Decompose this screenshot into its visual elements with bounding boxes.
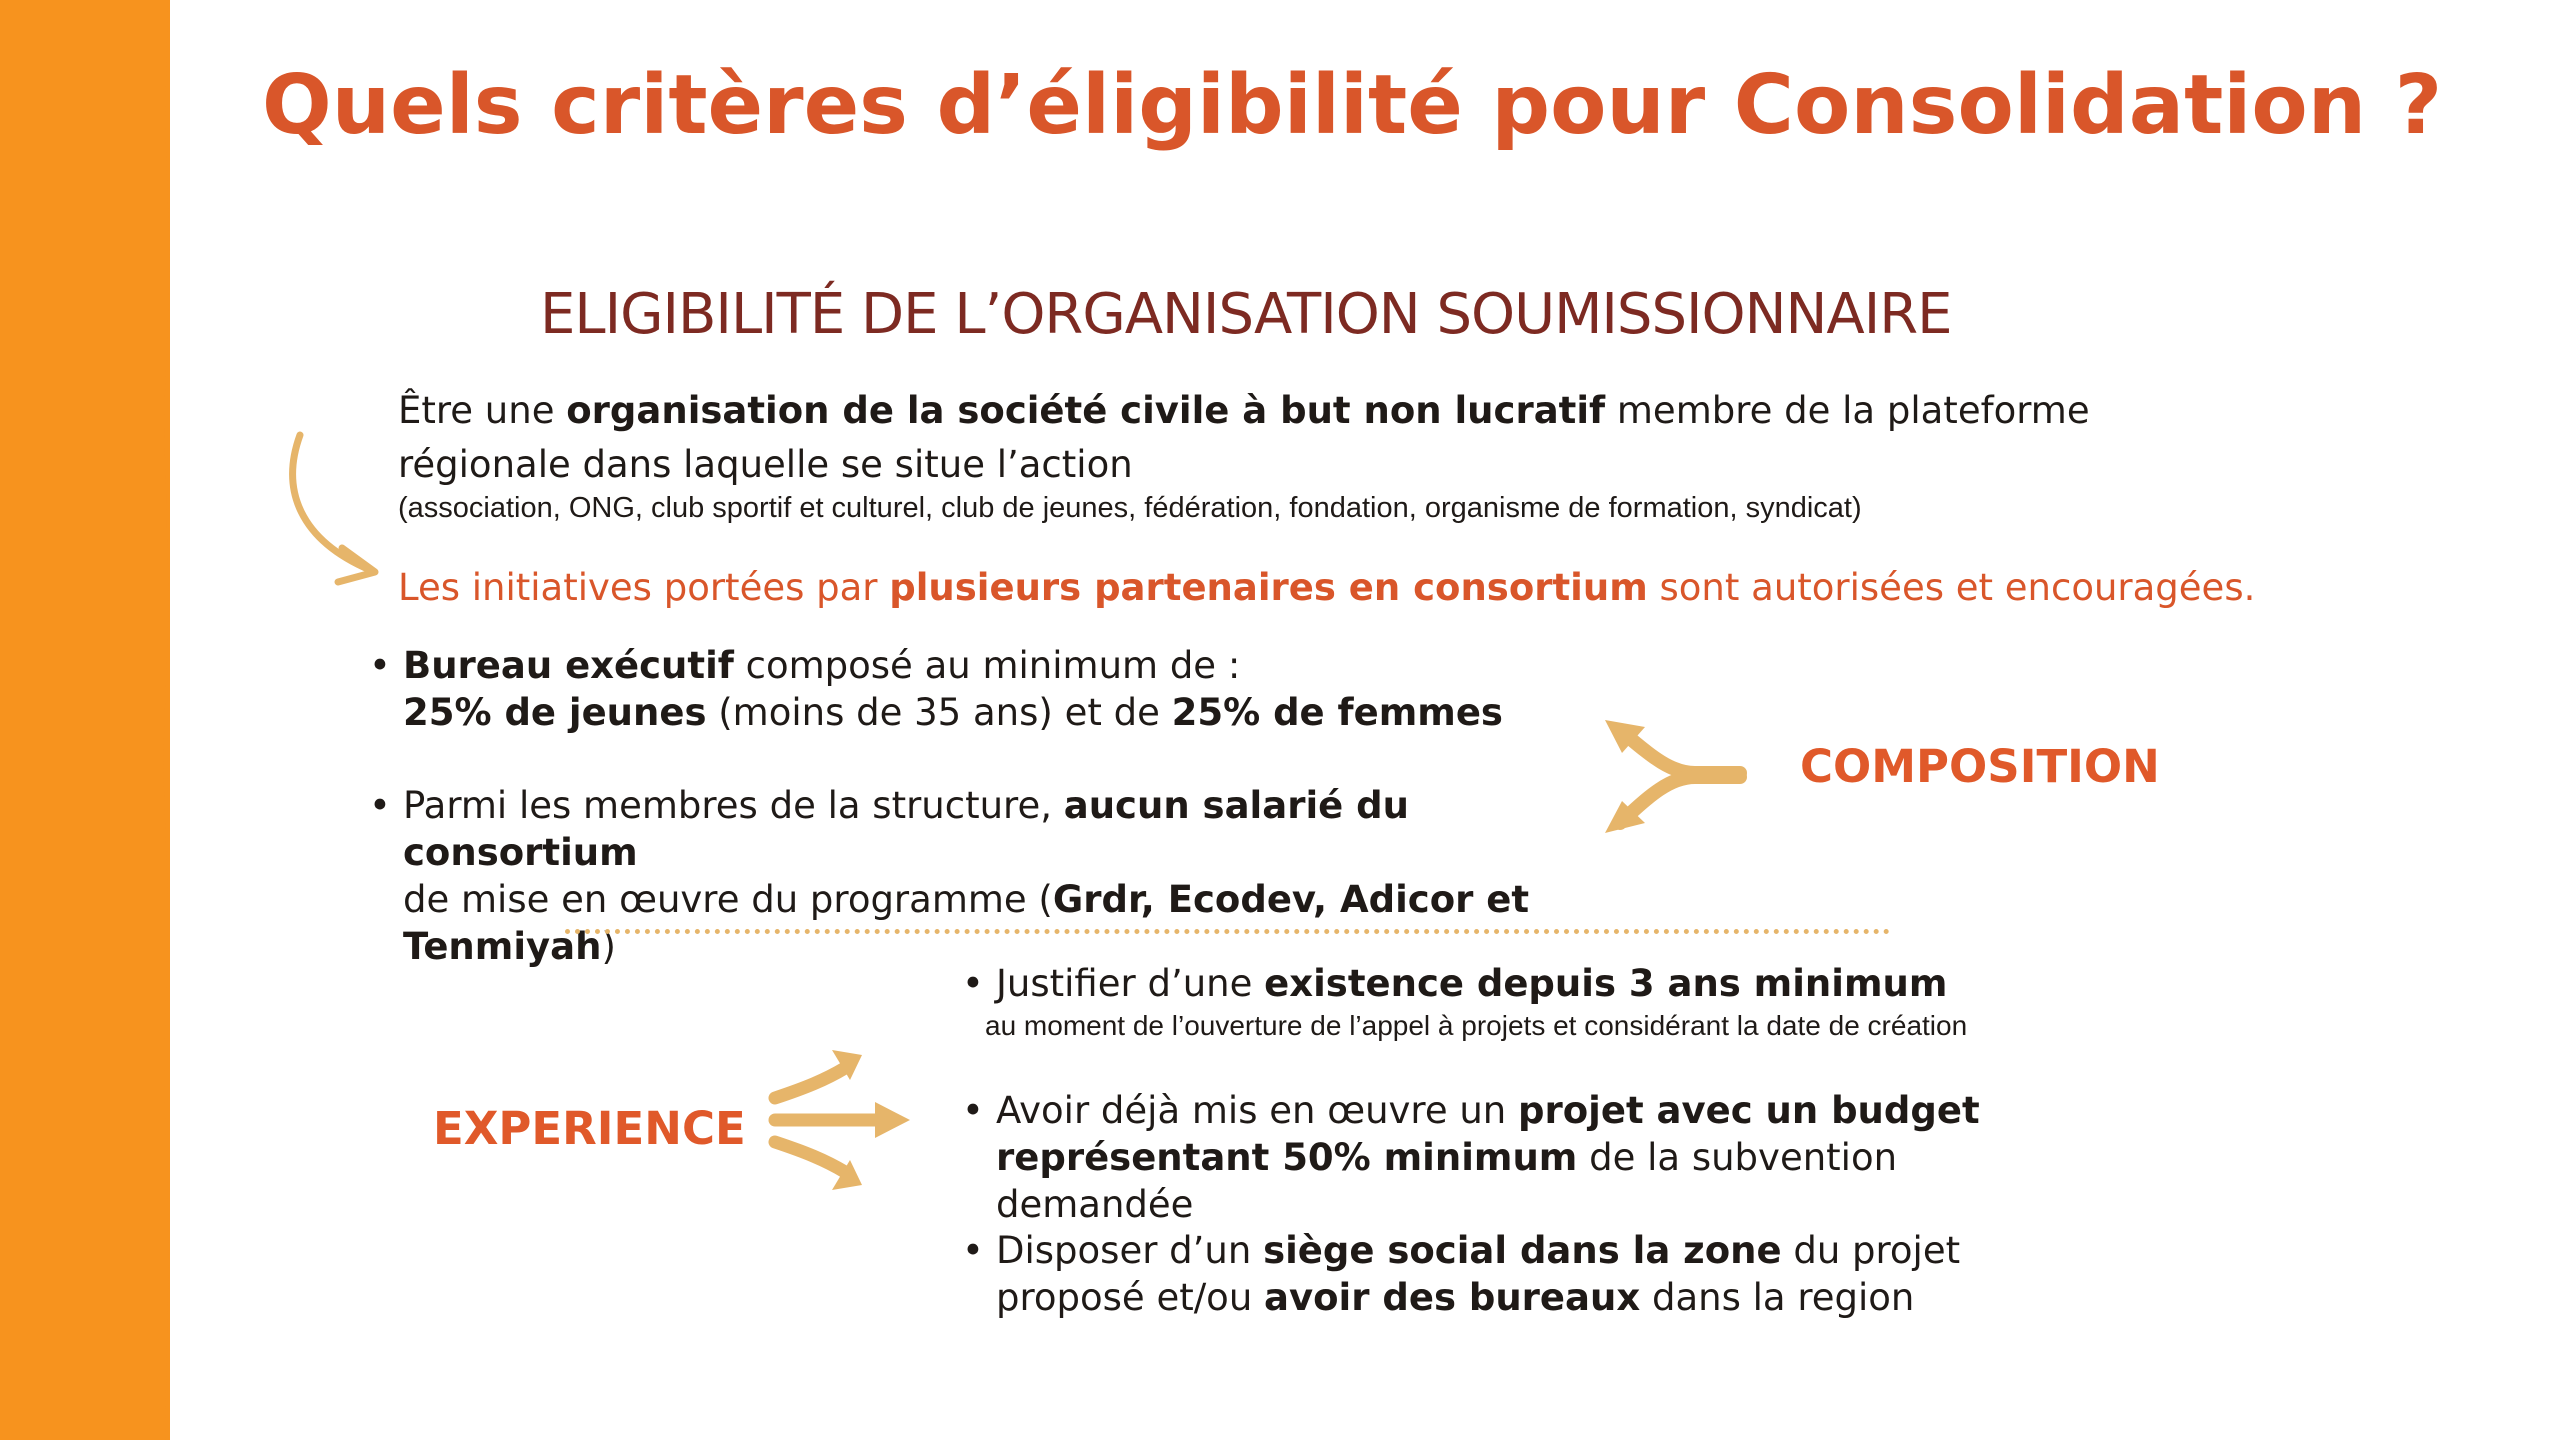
experience-label: EXPERIENCE — [433, 1102, 746, 1155]
membres-text: Parmi les membres de la structure, — [403, 784, 1064, 827]
bureaux-bold: avoir des bureaux — [1264, 1276, 1641, 1319]
salarie-bold: aucun salarié du consortium — [403, 784, 1409, 874]
existence-text: Justifier d’une — [996, 962, 1265, 1005]
jeunes-bold: 25% de jeunes — [403, 691, 707, 734]
intro-text-rest: membre de la plateforme régionale dans laquelle se situe l’action — [398, 389, 2090, 486]
siege-text-end: dans la region — [1640, 1276, 1915, 1319]
existence-note: au moment de l’ouverture de l’appel à projets et considérant la date de création — [985, 1010, 1968, 1041]
bullet-dot: • — [962, 1089, 984, 1132]
consortium-text: Les initiatives portées par — [398, 566, 890, 609]
page-title: Quels critères d’éligibilité pour Consolidation ? — [262, 58, 2443, 153]
consortium-text-end: sont autorisées et encouragées. — [1647, 566, 2256, 609]
bullet-dot: • — [962, 1229, 984, 1272]
sidebar-brush-edge — [160, 0, 180, 1440]
intro-text: Être une — [398, 389, 567, 432]
jeunes-text: (moins de 35 ans) et de — [706, 691, 1172, 734]
section-divider — [565, 929, 1890, 934]
siege-text: Disposer d’un — [996, 1229, 1264, 1272]
paren-close: ) — [601, 925, 616, 968]
bullet-dot: • — [369, 784, 391, 827]
intro-paragraph — [398, 384, 2198, 492]
composition-bullet-2 — [369, 782, 1603, 970]
bureau-text: composé au minimum de : — [733, 644, 1241, 687]
existence-bold: existence depuis 3 ans minimum — [1264, 962, 1948, 1005]
spread-arrows-icon — [770, 1050, 920, 1190]
programme-text: de mise en œuvre du programme ( — [403, 878, 1053, 921]
experience-bullet-2 — [962, 1087, 2096, 1228]
section-subtitle: ELIGIBILITÉ DE L’ORGANISATION SOUMISSIONNAIRE — [540, 282, 1952, 347]
femmes-bold: 25% de femmes — [1171, 691, 1503, 734]
consortium-bold: plusieurs partenaires en consortium — [889, 566, 1648, 609]
intro-bold: organisation de la société civile à but non lucratif — [566, 389, 1606, 432]
bureau-bold: Bureau exécutif — [403, 644, 734, 687]
orange-sidebar — [0, 0, 170, 1440]
budget-bold: projet avec un budget représentant 50% minimum — [996, 1089, 1980, 1179]
experience-bullet-1 — [962, 960, 2196, 1007]
siege-text-mid: du projet proposé et/ou — [996, 1229, 1961, 1319]
curved-arrow-icon — [280, 430, 390, 590]
experience-bullet-3 — [962, 1227, 2096, 1321]
siege-bold: siège social dans la zone — [1263, 1229, 1782, 1272]
budget-text: Avoir déjà mis en œuvre un — [996, 1089, 1519, 1132]
bullet-dot: • — [962, 962, 984, 1005]
budget-text-end: de la subvention demandée — [996, 1136, 1898, 1226]
consortium-line — [398, 566, 2255, 609]
composition-label: COMPOSITION — [1800, 740, 2160, 793]
bullet-dot: • — [369, 644, 391, 687]
composition-bullet-1 — [369, 642, 1603, 736]
partners-bold: Grdr, Ecodev, Adicor et Tenmiyah — [403, 878, 1530, 968]
intro-note: (association, ONG, club sportif et culturel, club de jeunes, fédération, fondation, organisme de formation, syndicat) — [398, 492, 1862, 524]
merge-arrows-icon — [1600, 715, 1750, 845]
